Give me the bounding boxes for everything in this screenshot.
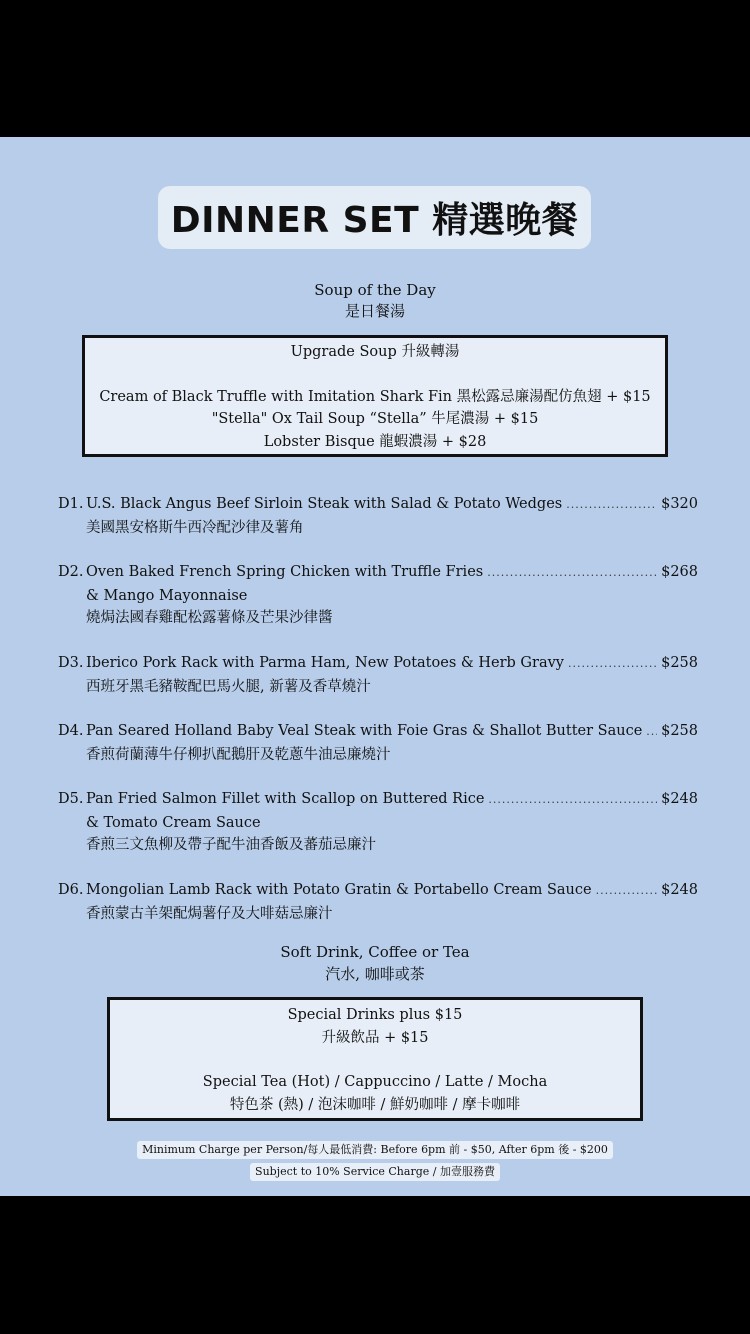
special-drinks-items-zh: 特色茶 (熱) / 泡沫咖啡 / 鮮奶咖啡 / 摩卡咖啡 [229, 1096, 521, 1113]
upgrade-soup-box [82, 335, 668, 457]
dish-price: $258 [661, 723, 698, 739]
dish-name: U.S. Black Angus Beef Sirloin Steak with Salad & Potato Wedges [86, 496, 563, 512]
dish-code: D1. [58, 496, 84, 512]
minimum-charge-note: Minimum Charge per Person/每人最低消費: Before 6pm 前 - $50, After 6pm 後 - $200 [137, 1141, 613, 1159]
dish-d3 [58, 652, 698, 698]
dish-name: Pan Fried Salmon Fillet with Scallop on Buttered Rice [86, 791, 485, 807]
menu-title: DINNER SET 精選晚餐 [158, 186, 591, 249]
service-charge-note: Subject to 10% Service Charge / 加壹服務費 [250, 1163, 500, 1181]
dish-name: Oven Baked French Spring Chicken with Truffle Fries [86, 564, 484, 580]
dish-price: $258 [661, 655, 698, 671]
dish-code: D5. [58, 791, 84, 807]
dish-d2 [58, 561, 698, 630]
dish-name-zh: 香煎蒙古羊架配焗薯仔及大啡菇忌廉汁 [86, 905, 333, 922]
dish-name-zh: 西班牙黑毛豬鞍配巴馬火腿, 新薯及香草燒汁 [86, 678, 371, 695]
leader-dots [646, 721, 657, 744]
soup-of-the-day [0, 280, 750, 322]
dish-name: Iberico Pork Rack with Parma Ham, New Potatoes & Herb Gravy [86, 655, 564, 671]
leader-dots [568, 653, 657, 676]
dish-code: D4. [58, 723, 84, 739]
dish-name-extra: & Tomato Cream Sauce [86, 814, 261, 831]
leader-dots [596, 880, 658, 903]
dish-code: D2. [58, 564, 84, 580]
upgrade-soup-item: Cream of Black Truffle with Imitation Shark Fin 黑松露忌廉湯配仿魚翅 + $15 [99, 388, 651, 405]
dish-code: D6. [58, 882, 84, 898]
soup-en: Soup of the Day [314, 281, 436, 299]
dish-name-zh: 香煎荷蘭薄牛仔柳扒配鵝肝及乾蔥牛油忌廉燒汁 [86, 746, 391, 763]
dish-name-zh: 美國黑安格斯牛西冷配沙律及薯角 [86, 519, 304, 536]
leader-dots [566, 494, 657, 517]
leader-dots [487, 562, 657, 585]
special-drinks-items-en: Special Tea (Hot) / Cappuccino / Latte / Mocha [202, 1074, 548, 1090]
dish-name: Mongolian Lamb Rack with Potato Gratin & Portabello Cream Sauce [86, 882, 592, 898]
special-drinks-heading-zh: 升級飲品 + $15 [321, 1029, 429, 1046]
leader-dots [488, 789, 657, 812]
included-drink [0, 941, 750, 985]
dish-code: D3. [58, 655, 84, 671]
dish-d6 [58, 879, 698, 925]
soup-zh: 是日餐湯 [344, 302, 405, 320]
dish-name: Pan Seared Holland Baby Veal Steak with Foie Gras & Shallot Butter Sauce [86, 723, 643, 739]
dish-price: $320 [661, 496, 698, 512]
dish-name-zh: 燒焗法國春雞配松露薯條及芒果沙律醬 [86, 610, 333, 626]
upgrade-soup-item: "Stella" Ox Tail Soup “Stella” 牛尾濃湯 + $15 [211, 411, 539, 427]
dish-price: $248 [661, 791, 698, 807]
dish-d5 [58, 788, 698, 857]
dish-price: $268 [661, 564, 698, 580]
drink-zh: 汽水, 咖啡或茶 [325, 965, 425, 983]
dish-d4 [58, 720, 698, 766]
dish-d1 [58, 493, 698, 539]
dish-name-zh: 香煎三文魚柳及帶子配牛油香飯及蕃茄忌廉汁 [86, 837, 376, 853]
special-drinks-heading-en: Special Drinks plus $15 [287, 1007, 463, 1023]
special-drinks-box [107, 997, 643, 1121]
dinner-set-menu [0, 137, 750, 1196]
dish-price: $248 [661, 882, 698, 898]
menu-notes [0, 1138, 750, 1182]
dish-name-extra: & Mango Mayonnaise [86, 587, 248, 604]
upgrade-soup-heading: Upgrade Soup 升級轉湯 [290, 344, 460, 360]
drink-en: Soft Drink, Coffee or Tea [280, 943, 470, 961]
upgrade-soup-item: Lobster Bisque 龍蝦濃湯 + $28 [263, 433, 487, 450]
